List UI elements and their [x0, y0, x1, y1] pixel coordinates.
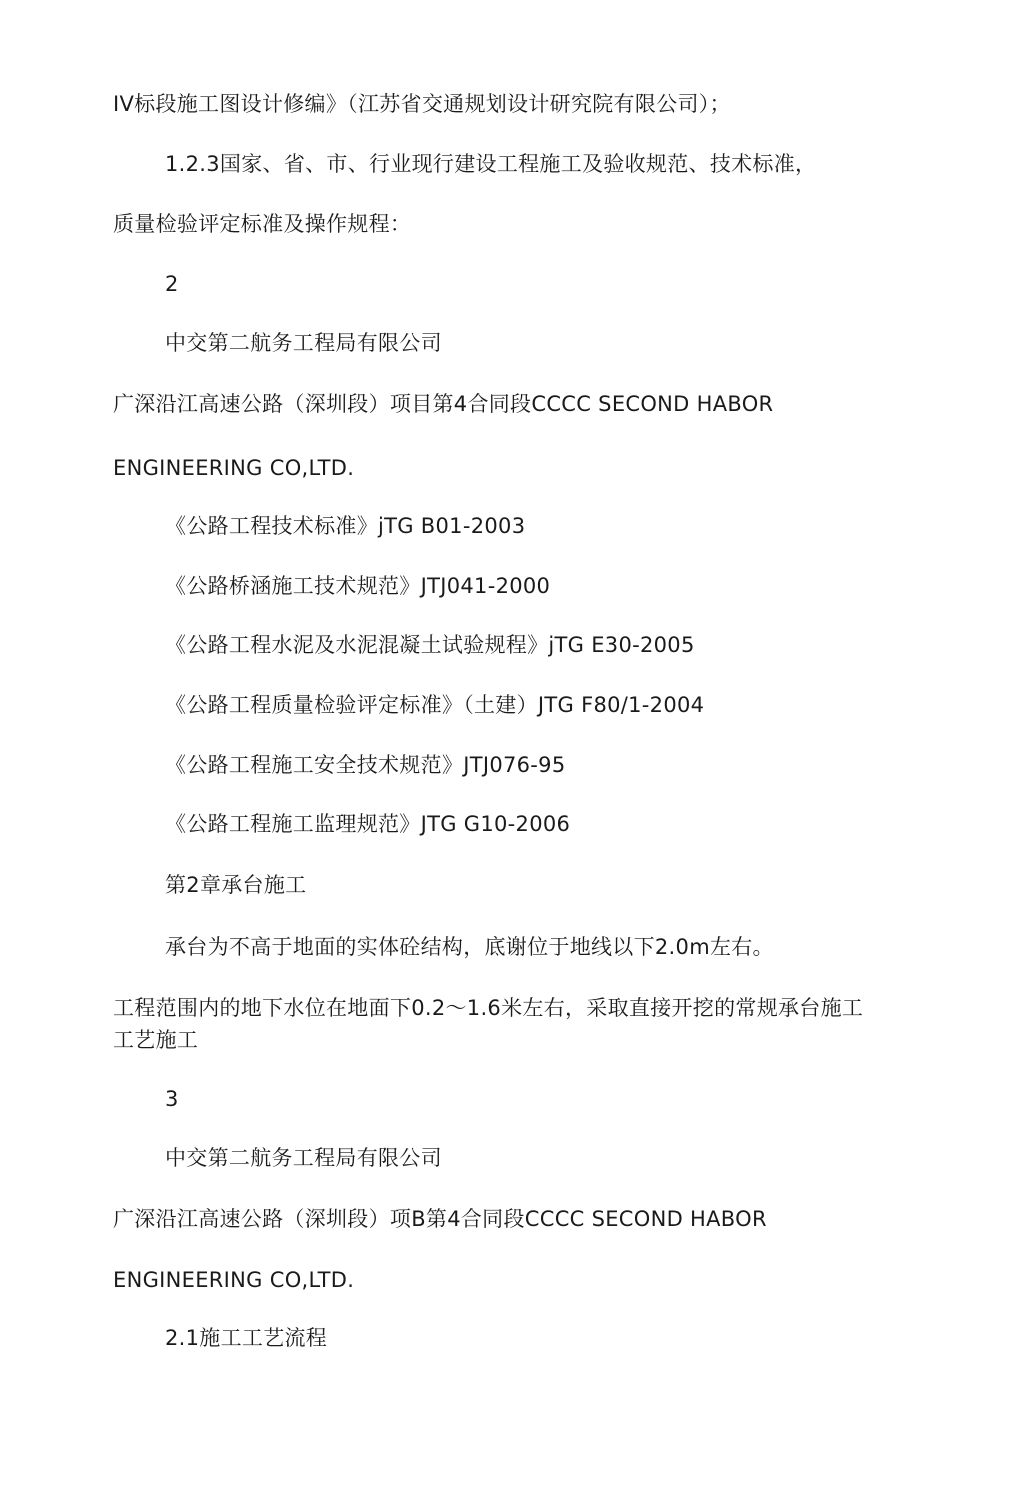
company-english-name: ENGINEERING CO,LTD.: [113, 456, 355, 480]
page-number: 3: [165, 1087, 179, 1111]
project-header: 广深沿江高速公路（深圳段）项B第4合同段CCCC SECOND HABOR: [113, 1207, 767, 1231]
project-header: 广深沿江高速公路（深圳段）项目第4合同段CCCC SECOND HABOR: [113, 392, 774, 416]
chapter-heading: 第2章承台施工: [165, 873, 307, 897]
page-number: 2: [165, 272, 179, 296]
standard-item: 《公路工程技术标准》jTG B01-2003: [165, 514, 526, 538]
standard-item: 《公路工程水泥及水泥混凝土试验规程》jTG E30-2005: [165, 633, 695, 657]
standard-item: 《公路工程质量检验评定标准》（土建）JTG F80/1-2004: [165, 693, 705, 717]
continued-reference-line: IV标段施工图设计修编》（江苏省交通规划设计研究院有限公司）；: [113, 92, 731, 116]
section-1-2-3-heading: 1.2.3国家、省、市、行业现行建设工程施工及验收规范、技术标准，: [165, 152, 817, 176]
standard-item: 《公路工程施工监理规范》JTG G10-2006: [165, 812, 571, 836]
company-header: 中交第二航务工程局有限公司: [165, 1146, 442, 1170]
standard-item: 《公路桥涵施工技术规范》JTJ041-2000: [165, 574, 551, 598]
body-paragraph: 承台为不高于地面的实体砼结构，底谢位于地线以下2.0m左右。: [165, 935, 774, 959]
section-heading: 2.1施工工艺流程: [165, 1326, 328, 1350]
section-1-2-3-continuation: 质量检验评定标准及操作规程：: [113, 212, 412, 236]
standard-item: 《公路工程施工安全技术规范》JTJ076-95: [165, 753, 566, 777]
company-header: 中交第二航务工程局有限公司: [165, 331, 442, 355]
body-paragraph: 工程范围内的地下水位在地面下0.2～1.6米左右，采取直接开挖的常规承台施工工艺施工: [113, 996, 864, 1052]
company-english-name: ENGINEERING CO,LTD.: [113, 1268, 355, 1292]
